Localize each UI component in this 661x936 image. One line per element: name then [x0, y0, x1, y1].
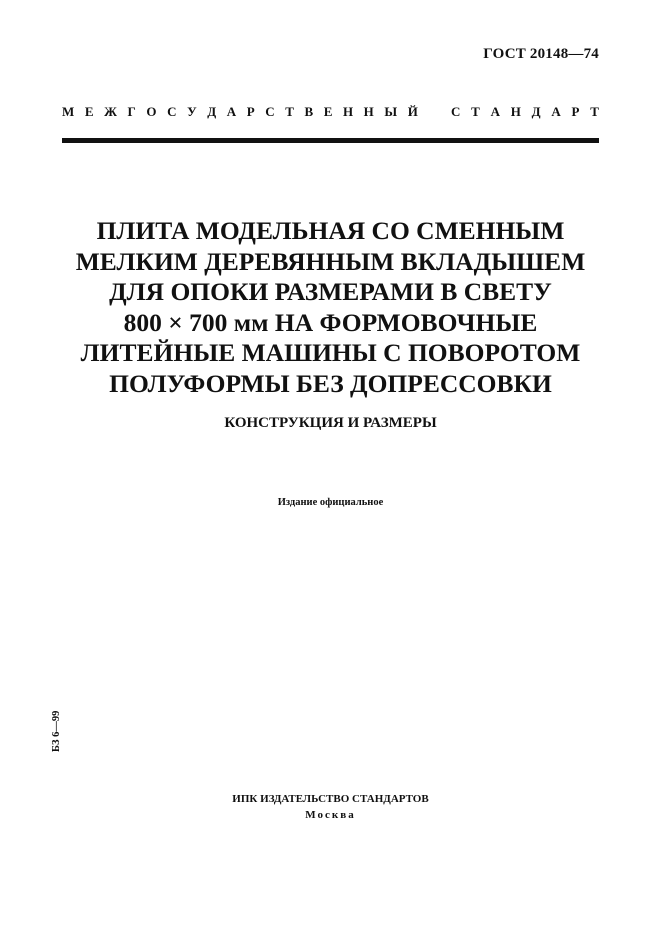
title-line: ДЛЯ ОПОКИ РАЗМЕРАМИ В СВЕТУ: [109, 277, 552, 306]
banner-letter: Р: [571, 104, 580, 119]
document-number: ГОСТ 20148—74: [483, 46, 599, 62]
document-title: [62, 216, 599, 399]
banner-letter: А: [226, 104, 237, 119]
edition-note: Издание официальное: [277, 497, 384, 508]
banner-letter: Т: [590, 104, 599, 119]
banner-letter: Н: [363, 104, 374, 119]
banner-letter: Т: [285, 104, 294, 119]
title-line: ПОЛУФОРМЫ БЕЗ ДОПРЕССОВКИ: [109, 368, 552, 398]
banner-letter: С: [265, 104, 275, 119]
banner-letter: У: [187, 104, 197, 119]
banner-letter: Н: [510, 104, 521, 119]
title-line: МЕЛКИМ ДЕРЕВЯННЫМ ВКЛАДЫШЕМ: [75, 246, 586, 276]
banner-letter: Н: [342, 104, 354, 119]
banner-letter: Д: [207, 104, 217, 119]
banner-letter: О: [146, 104, 157, 119]
side-code: БЗ 6—99: [51, 710, 62, 752]
banner-letter: Е: [84, 104, 94, 119]
banner-letter: А: [551, 104, 561, 119]
banner-letter: Г: [127, 104, 136, 119]
banner-letter: А: [490, 104, 500, 119]
banner-letter: С: [167, 104, 177, 119]
title-line: ПЛИТА МОДЕЛЬНАЯ СО СМЕННЫМ: [96, 216, 565, 245]
banner-letter: Ж: [104, 104, 117, 119]
document-subtitle: КОНСТРУКЦИЯ И РАЗМЕРЫ: [224, 415, 437, 431]
banner-letter: Р: [246, 104, 255, 119]
banner-word-standard: [451, 104, 599, 120]
banner-letter: В: [304, 104, 314, 119]
banner-letter: М: [62, 104, 75, 119]
banner-letter: Й: [407, 104, 418, 119]
title-line: ЛИТЕЙНЫЕ МАШИНЫ С ПОВОРОТОМ: [80, 338, 581, 367]
banner-letter: Е: [323, 104, 333, 119]
publisher-city: Москва: [305, 809, 356, 821]
banner-letter: Т: [471, 104, 480, 119]
category-banner: [62, 104, 599, 120]
banner-letter: Д: [531, 104, 541, 119]
title-line: 800 × 700 мм НА ФОРМОВОЧНЫЕ: [123, 307, 538, 337]
header-rule: [62, 138, 599, 143]
banner-letter: Ы: [384, 104, 398, 119]
publisher-name: ИПК ИЗДАТЕЛЬСТВО СТАНДАРТОВ: [232, 793, 429, 805]
banner-word-interstate: [62, 104, 418, 120]
banner-letter: С: [451, 104, 461, 119]
